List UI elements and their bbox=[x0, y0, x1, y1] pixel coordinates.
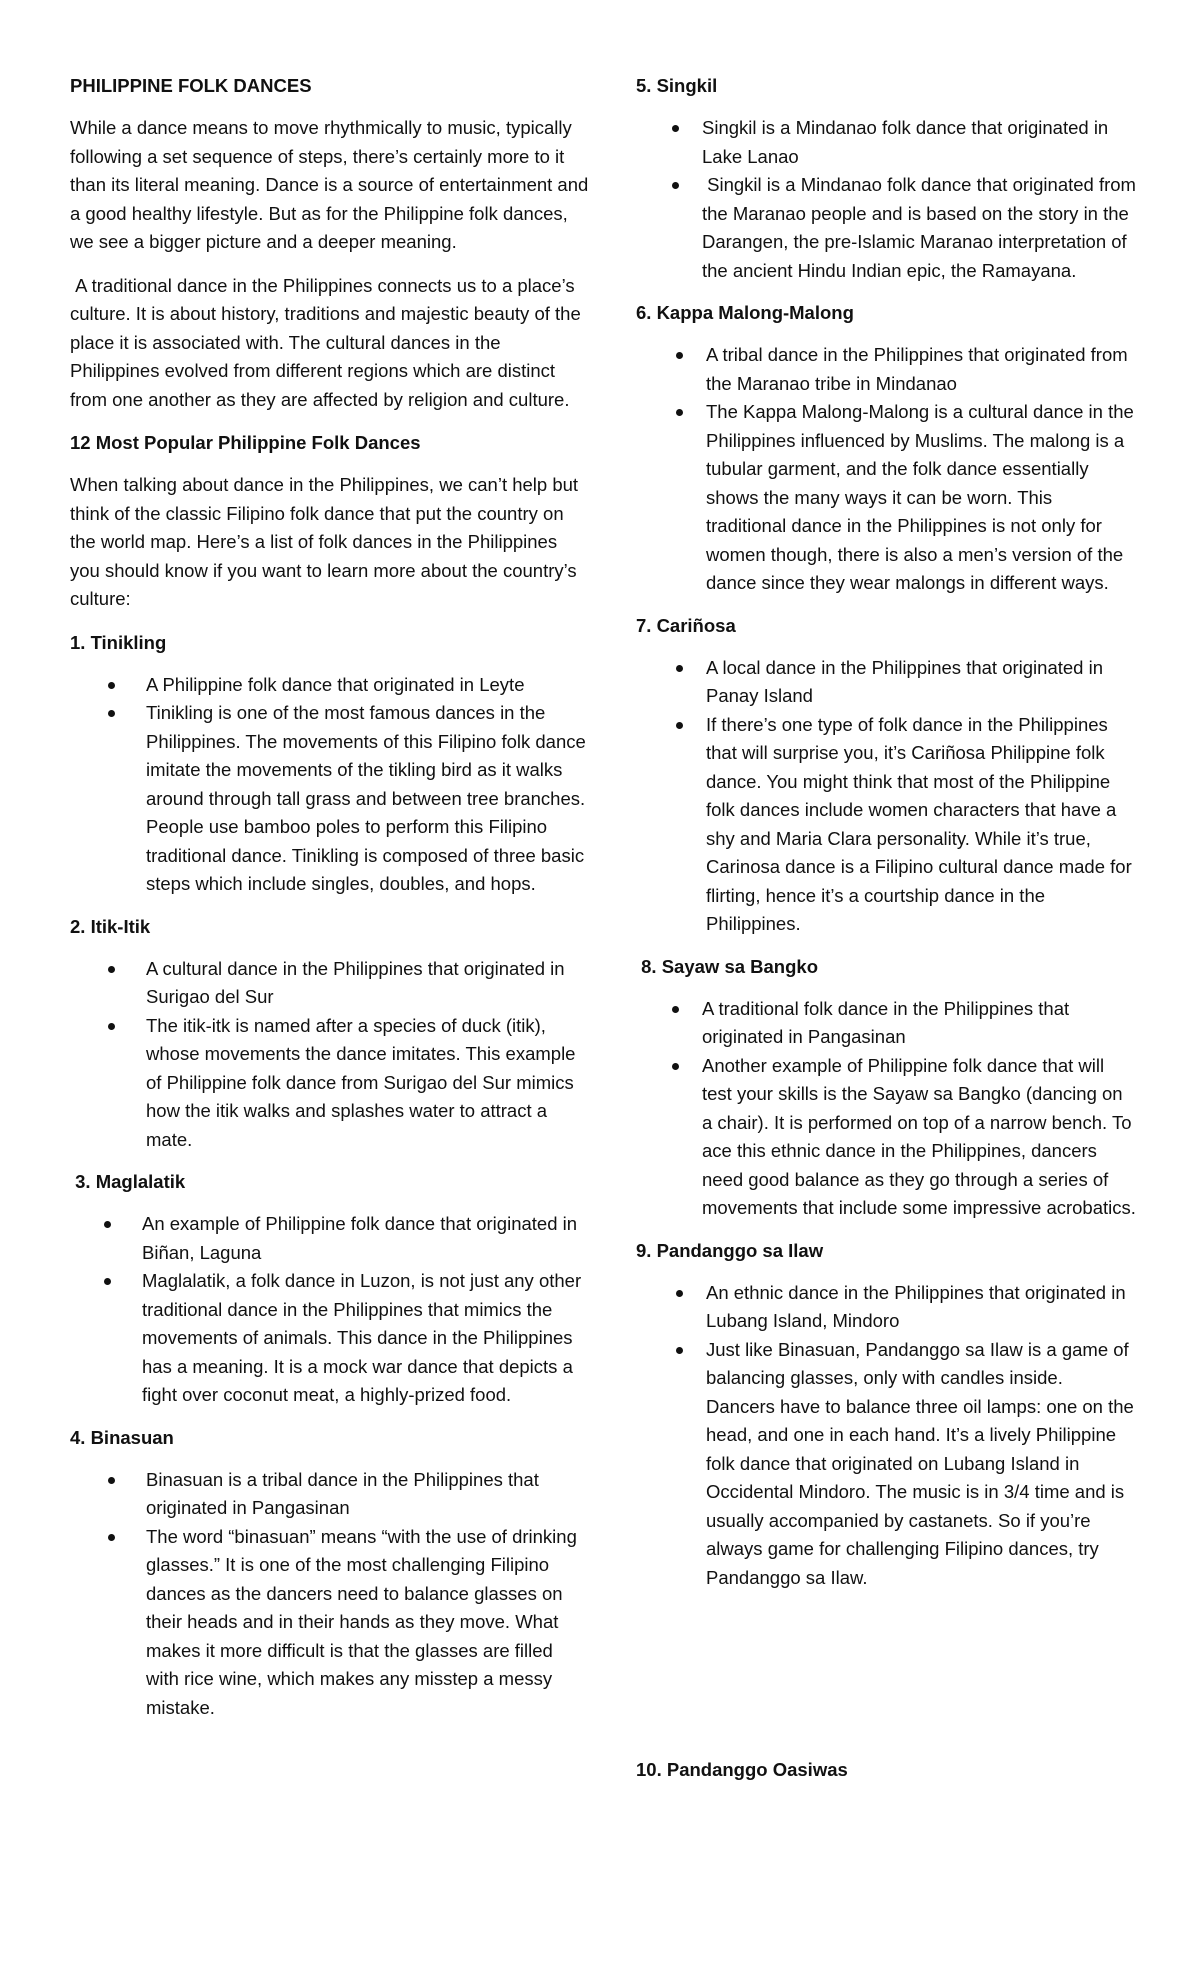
dance-bullets-itik-itik bbox=[70, 955, 590, 1155]
dance-bullets-sayaw-sa-bangko bbox=[636, 995, 1136, 1223]
dance-heading-maglalatik: 3. Maglalatik bbox=[70, 1171, 186, 1192]
bullet-icon bbox=[104, 1278, 111, 1285]
right-column bbox=[636, 72, 1142, 1798]
list-item: A cultural dance in the Philippines that originated in Surigao del Sur bbox=[70, 955, 590, 1012]
dance-heading-binasuan: 4. Binasuan bbox=[70, 1426, 174, 1448]
bullet-icon bbox=[108, 966, 115, 973]
list-item: Singkil is a Mindanao folk dance that originated from the Maranao people and is based on the story in the Darangen, the pre-Islamic Maranao interpretation of the ancient Hindu Indian epic, the Ramayana. bbox=[636, 171, 1136, 285]
dance-bullets-kappa-malong-malong bbox=[636, 341, 1136, 598]
dance-bullets-carinosa bbox=[636, 654, 1136, 939]
dance-bullets-pandanggo-sa-ilaw bbox=[636, 1279, 1136, 1593]
dance-heading-singkil: 5. Singkil bbox=[636, 75, 718, 96]
list-item: A Philippine folk dance that originated in Leyte bbox=[70, 671, 590, 700]
list-item: A tribal dance in the Philippines that originated from the Maranao tribe in Mindanao bbox=[636, 341, 1136, 398]
list-item: The word “binasuan” means “with the use of drinking glasses.” It is one of the most challenging Filipino dances as the dancers need to balance glasses on their heads and in their hands as they move. What makes it more difficult is that the glasses are filled with rice wine, which makes any misstep a messy mistake. bbox=[70, 1523, 590, 1723]
list-item: Singkil is a Mindanao folk dance that originated in Lake Lanao bbox=[636, 114, 1136, 171]
list-item: A local dance in the Philippines that originated in Panay Island bbox=[636, 654, 1136, 711]
bullet-icon bbox=[676, 1290, 683, 1297]
dance-heading-itik-itik: 2. Itik-Itik bbox=[70, 915, 151, 937]
dance-heading-sayaw-sa-bangko: 8. Sayaw sa Bangko bbox=[636, 955, 819, 977]
bullet-icon bbox=[108, 1477, 115, 1484]
list-heading: 12 Most Popular Philippine Folk Dances bbox=[70, 432, 421, 453]
bullet-icon bbox=[676, 722, 683, 729]
intro-paragraph-1: While a dance means to move rhythmically to music, typically following a set sequence of steps, there’s certainly more to it than its literal meaning. Dance is a source of entertainment and a good healthy lifestyle. But as for the Philippine folk dances, we see a bigger picture and a deeper meaning. bbox=[70, 117, 589, 252]
bullet-icon bbox=[672, 125, 679, 132]
dance-heading-pandanggo-oasiwas: 10. Pandanggo Oasiwas bbox=[636, 1759, 848, 1780]
bullet-icon bbox=[676, 665, 683, 672]
list-item: Tinikling is one of the most famous dances in the Philippines. The movements of this Filipino folk dance imitate the movements of the tikling bird as it walks around through tall grass and between tree branches. People use bamboo poles to perform this Filipino traditional dance. Tinikling is composed of three basic steps which include singles, doubles, and hops. bbox=[70, 699, 590, 899]
dance-heading-pandanggo-sa-ilaw: 9. Pandanggo sa Ilaw bbox=[636, 1239, 824, 1261]
bullet-icon bbox=[108, 682, 115, 689]
bullet-icon bbox=[108, 710, 115, 717]
dance-bullets-maglalatik bbox=[70, 1210, 590, 1410]
list-item: The itik-itk is named after a species of duck (itik), whose movements the dance imitates. This example of Philippine folk dance from Surigao del Sur mimics how the itik walks and splashes water to attract a mate. bbox=[70, 1012, 590, 1155]
bullet-icon bbox=[676, 352, 683, 359]
list-item: An ethnic dance in the Philippines that originated in Lubang Island, Mindoro bbox=[636, 1279, 1136, 1336]
list-item: If there’s one type of folk dance in the Philippines that will surprise you, it’s Cariñosa Philippine folk dance. You might think that most of the Philippine folk dances include women characters that have a shy and Maria Clara personality. While it’s true, Carinosa dance is a Filipino cultural dance made for flirting, hence it’s a courtship dance in the Philippines. bbox=[636, 711, 1136, 939]
list-item: Another example of Philippine folk dance that will test your skills is the Sayaw sa Bangko (dancing on a chair). It is performed on top of a narrow bench. To ace this ethnic dance in the Philippines, dancers need good balance as they go through a series of movements that include some impressive acrobatics. bbox=[636, 1052, 1136, 1223]
bullet-icon bbox=[676, 1347, 683, 1354]
list-item: The Kappa Malong-Malong is a cultural dance in the Philippines influenced by Muslims. The malong is a tubular garment, and the folk dance essentially shows the many ways it can be worn. This traditional dance in the Philippines is not only for women though, there is also a men’s version of the dance since they wear malongs in different ways. bbox=[636, 398, 1136, 598]
dance-bullets-binasuan bbox=[70, 1466, 590, 1723]
bullet-icon bbox=[104, 1221, 111, 1228]
bullet-icon bbox=[672, 1006, 679, 1013]
dance-bullets-singkil bbox=[636, 114, 1142, 285]
bullet-icon bbox=[676, 409, 683, 416]
list-item: Binasuan is a tribal dance in the Philippines that originated in Pangasinan bbox=[70, 1466, 590, 1523]
list-intro-paragraph: When talking about dance in the Philippines, we can’t help but think of the classic Filipino folk dance that put the country on the world map. Here’s a list of folk dances in the Philippines you should know if you want to learn more about the country’s culture: bbox=[70, 474, 579, 609]
bullet-icon bbox=[108, 1534, 115, 1541]
dance-heading-kappa-malong-malong: 6. Kappa Malong-Malong bbox=[636, 302, 854, 323]
dance-bullets-tinikling bbox=[70, 671, 590, 899]
left-column bbox=[70, 72, 590, 1736]
document-title: PHILIPPINE FOLK DANCES bbox=[70, 75, 312, 96]
dance-heading-tinikling: 1. Tinikling bbox=[70, 631, 167, 653]
list-item: An example of Philippine folk dance that originated in Biñan, Laguna bbox=[70, 1210, 590, 1267]
list-item: A traditional folk dance in the Philippines that originated in Pangasinan bbox=[636, 995, 1136, 1052]
list-item: Maglalatik, a folk dance in Luzon, is not just any other traditional dance in the Philippines that mimics the movements of animals. This dance in the Philippines has a meaning. It is a mock war dance that depicts a fight over coconut meat, a highly-prized food. bbox=[70, 1267, 590, 1410]
column-spacer bbox=[636, 1606, 1136, 1756]
dance-heading-carinosa: 7. Cariñosa bbox=[636, 614, 736, 636]
bullet-icon bbox=[108, 1023, 115, 1030]
bullet-icon bbox=[672, 1063, 679, 1070]
list-item: Just like Binasuan, Pandanggo sa Ilaw is a game of balancing glasses, only with candles inside. Dancers have to balance three oil lamps: one on the head, and one in each hand. It’s a lively Philippine folk dance that originated on Lubang Island in Occidental Mindoro. The music is in 3/4 time and is usually accompanied by castanets. So if you’re always game for challenging Filipino dances, try Pandanggo sa Ilaw. bbox=[636, 1336, 1136, 1593]
intro-paragraph-2: A traditional dance in the Philippines connects us to a place’s culture. It is about history, traditions and majestic beauty of the place it is associated with. The cultural dances in the Philippines evolved from different regions which are distinct from one another as they are affected by religion and culture. bbox=[70, 274, 586, 410]
bullet-icon bbox=[672, 182, 679, 189]
